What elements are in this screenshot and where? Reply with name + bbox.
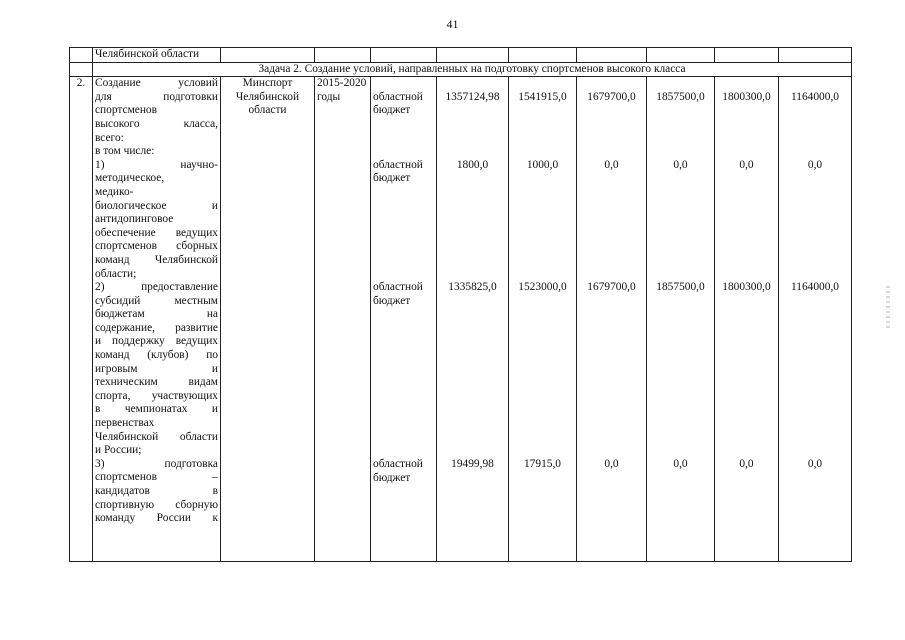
description-line: в чемпионатах и [95, 403, 218, 416]
page-number: 41 [446, 17, 459, 31]
description-line: всего: [95, 131, 124, 144]
amount-value: 1857500,0 [656, 281, 705, 294]
amount-value: 0,0 [604, 158, 619, 171]
description-line: Челябинской области [95, 430, 218, 443]
row-number: 2. [70, 77, 93, 562]
amount-value: 0,0 [673, 158, 688, 171]
funding-source: областной бюджет [373, 158, 423, 185]
description-line: методическое, [95, 172, 165, 185]
description-line: биологическое и [95, 199, 218, 212]
task-title: Задача 2. Создание условий, направленных на подготовку спортсменов высокого класса [93, 62, 852, 77]
amount-value: 1357124,98 [445, 90, 500, 103]
value-column-1 [437, 77, 509, 562]
description-line: антидопинговое [95, 213, 174, 226]
description-line: команд (клубов) по [95, 349, 218, 362]
amount-value: 1000,0 [526, 158, 559, 171]
description-line: бюджетам на [95, 308, 218, 321]
description-line: содержание, развитие [95, 321, 218, 334]
description-cell [93, 77, 221, 562]
amount-value: 1335825,0 [448, 281, 497, 294]
period-cell: 2015-2020 годы [315, 77, 371, 562]
description-line: спортсменов сборных [95, 240, 218, 253]
description-line: первенствах [95, 417, 155, 430]
description-line: техническим видам [95, 376, 218, 389]
task-header-row [70, 62, 852, 77]
description-line: команду России к [95, 512, 218, 525]
cell-empty [70, 48, 93, 63]
amount-value: 0,0 [739, 457, 754, 470]
region-cell: Челябинской области [93, 48, 221, 63]
funding-source: областной бюджет [373, 281, 423, 307]
description-line: медико- [95, 185, 134, 198]
description-line: 1) научно- [95, 158, 218, 171]
amount-value: 1164000,0 [791, 90, 839, 103]
executor-cell: Минспорт Челябинской области [221, 77, 315, 562]
amount-value: 19499,98 [451, 457, 494, 470]
description-line: области; [95, 267, 137, 280]
description-line: в том числе: [95, 145, 155, 158]
amount-value: 0,0 [604, 457, 619, 470]
description-line: и России; [95, 444, 142, 457]
source-column [371, 77, 437, 562]
value-column-5 [715, 77, 779, 562]
amount-value: 1800300,0 [722, 281, 771, 294]
value-column-6 [779, 77, 852, 562]
value-column-3 [577, 77, 647, 562]
amount-value: 17915,0 [523, 457, 562, 470]
funding-source: областной бюджет [373, 90, 423, 117]
amount-value: 1523000,0 [518, 281, 567, 294]
description-line: и поддержку ведущих [95, 335, 218, 348]
description-line: обеспечение ведущих [95, 226, 218, 239]
table-row-region [70, 48, 852, 63]
value-column-4 [647, 77, 715, 562]
table-row-item-2 [70, 77, 852, 562]
program-table [69, 47, 852, 562]
amount-value: 1857500,0 [656, 90, 705, 103]
amount-value: 0,0 [739, 158, 754, 171]
amount-value: 1800300,0 [722, 90, 771, 103]
description-line: для подготовки [95, 90, 218, 103]
description-line: 3) подготовка [95, 457, 218, 470]
amount-value: 0,0 [673, 457, 688, 470]
description-line: команд Челябинской [95, 253, 218, 266]
scan-artifact [886, 286, 890, 328]
description-line: Создание условий [95, 77, 218, 90]
amount-value: 0,0 [807, 158, 823, 171]
amount-value: 1541915,0 [518, 90, 567, 103]
value-column-2 [509, 77, 577, 562]
amount-value: 1679700,0 [587, 281, 636, 294]
description-line: спорта, участвующих [95, 389, 218, 402]
amount-value: 1679700,0 [587, 90, 636, 103]
description-line: игровым и [95, 362, 218, 375]
description-line: спортсменов [95, 104, 157, 117]
funding-source: областной бюджет [373, 457, 423, 484]
description-line: спортсменов – [95, 471, 218, 484]
description-line: 2) предоставление [95, 281, 218, 294]
amount-value: 1164000,0 [791, 281, 839, 294]
description-line: высокого класса, [95, 117, 218, 130]
description-line: кандидатов в [95, 485, 218, 497]
description-line: спортивную сборную [95, 498, 218, 511]
amount-value: 0,0 [807, 457, 823, 470]
description-line: субсидий местным [95, 294, 218, 307]
amount-value: 1800,0 [456, 158, 489, 171]
